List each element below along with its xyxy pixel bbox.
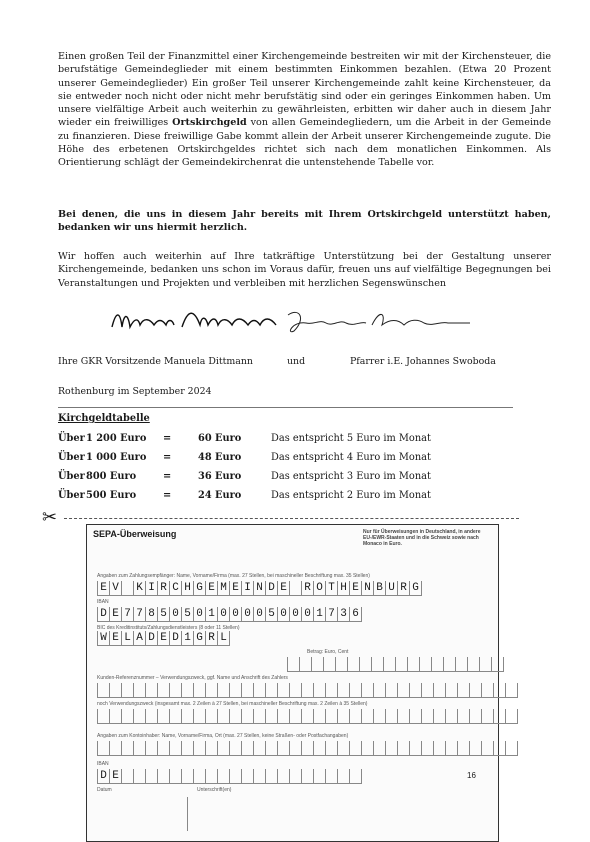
- char-box: [289, 709, 301, 724]
- char-box: N: [361, 581, 373, 596]
- char-box: E: [109, 607, 121, 622]
- char-box: [467, 657, 479, 672]
- char-box: [289, 683, 301, 698]
- char-box: M: [217, 581, 229, 596]
- signature-left-name: Ihre GKR Vorsitzende Manuela Dittmann: [58, 356, 253, 367]
- char-box: [337, 741, 349, 756]
- char-box: E: [157, 631, 169, 646]
- char-box: 7: [133, 607, 145, 622]
- char-box: R: [397, 581, 409, 596]
- char-box: [109, 741, 121, 756]
- char-box: [265, 741, 277, 756]
- char-box: 0: [217, 607, 229, 622]
- char-box: [455, 657, 467, 672]
- char-box: A: [133, 631, 145, 646]
- char-box: 0: [169, 607, 181, 622]
- intro-text-rest: von allen Gemeindegliedern, um die Arbeit in der Gemeinde zu finanzieren. Diese freiwillige Gabe kommt allein der Arbeit unserer Kirchengemeinde zugute. Die Höhe des erbetenen Ortskirchgeldes richtet sich nach dem monatlichen Einkommen. Als Orientierung schlägt der Gemeindekirchenrat die untenstehende Tabelle vor.: [58, 117, 552, 169]
- char-box: 5: [265, 607, 277, 622]
- char-box: [229, 683, 241, 698]
- char-box: N: [253, 581, 265, 596]
- char-box: 7: [325, 607, 337, 622]
- reference-field[interactable]: [97, 683, 518, 698]
- char-box: [253, 709, 265, 724]
- label-bic: BIC des Kreditinstituts/Zahlungsdienstleisters (8 oder 11 Stellen): [97, 625, 240, 631]
- char-box: [241, 683, 253, 698]
- char-box: [241, 769, 253, 784]
- signatures-image: [110, 305, 490, 337]
- cut-line: [64, 518, 519, 519]
- table-cell-note: Das entspricht 4 Euro im Monat: [271, 452, 431, 463]
- paragraph-intro: [58, 50, 551, 170]
- char-box: [121, 581, 133, 596]
- char-box: [265, 683, 277, 698]
- char-box: [397, 709, 409, 724]
- char-box: V: [109, 581, 121, 596]
- scissors-icon: ✂: [42, 507, 58, 528]
- char-box: [431, 657, 443, 672]
- char-box: [277, 741, 289, 756]
- table-cell-equals: =: [163, 490, 172, 501]
- label-amount: Betrag: Euro, Cent: [307, 649, 349, 655]
- char-box: [217, 683, 229, 698]
- table-cell-prefix: Über: [58, 433, 85, 444]
- char-box: R: [301, 581, 313, 596]
- char-box: [169, 769, 181, 784]
- char-box: [421, 741, 433, 756]
- char-box: 0: [229, 607, 241, 622]
- char-box: E: [109, 631, 121, 646]
- table-cell-prefix: Über: [58, 490, 85, 501]
- char-box: [301, 769, 313, 784]
- char-box: [349, 769, 362, 784]
- char-box: 1: [205, 607, 217, 622]
- char-box: [229, 741, 241, 756]
- char-box: R: [205, 631, 217, 646]
- amount-field[interactable]: [287, 657, 504, 672]
- char-box: E: [277, 581, 289, 596]
- char-box: I: [241, 581, 253, 596]
- char-box: [193, 709, 205, 724]
- char-box: [469, 683, 481, 698]
- char-box: [361, 709, 373, 724]
- char-box: [181, 683, 193, 698]
- char-box: [479, 657, 491, 672]
- char-box: U: [385, 581, 397, 596]
- char-box: 6: [349, 607, 362, 622]
- char-box: [241, 741, 253, 756]
- char-box: [383, 657, 395, 672]
- char-box: [493, 683, 505, 698]
- char-box: 5: [181, 607, 193, 622]
- char-box: D: [265, 581, 277, 596]
- char-box: [445, 709, 457, 724]
- char-box: [253, 683, 265, 698]
- char-box: [325, 683, 337, 698]
- char-box: 8: [145, 607, 157, 622]
- table-cell-amount: 48 Euro: [198, 452, 242, 463]
- char-box: [311, 657, 323, 672]
- char-box: L: [217, 631, 230, 646]
- place-date: Rothenburg im September 2024: [58, 386, 212, 397]
- char-box: [289, 769, 301, 784]
- char-box: [289, 581, 301, 596]
- char-box: [121, 683, 133, 698]
- char-box: [409, 709, 421, 724]
- bic-field[interactable]: [97, 631, 230, 646]
- label-recipient-name: Angaben zum Zahlungsempfänger: Name, Vorname/Firma (max. 27 Stellen, bei maschineller Beschriftung max. 35 Stellen): [97, 573, 370, 579]
- char-box: [481, 709, 493, 724]
- char-box: H: [337, 581, 349, 596]
- char-box: [217, 769, 229, 784]
- table-cell-amount: 36 Euro: [198, 471, 242, 482]
- char-box: D: [145, 631, 157, 646]
- char-box: B: [373, 581, 385, 596]
- char-box: [373, 741, 385, 756]
- char-box: 0: [289, 607, 301, 622]
- char-box: D: [169, 631, 181, 646]
- char-box: O: [313, 581, 325, 596]
- signature-field[interactable]: [195, 797, 485, 831]
- label-date: Datum: [97, 787, 112, 793]
- char-box: [433, 741, 445, 756]
- char-box: 1: [313, 607, 325, 622]
- char-box: [457, 741, 469, 756]
- signature-right-name: Pfarrer i.E. Johannes Swoboda: [350, 356, 496, 367]
- char-box: G: [193, 631, 205, 646]
- table-cell-income: 800 Euro: [86, 471, 137, 482]
- label-purpose: noch Verwendungszweck (insgesamt max. 2 Zeilen à 27 Stellen, bei maschineller Beschriftung max. 2 Zeilen à 35 Stellen): [97, 701, 368, 707]
- char-box: [169, 709, 181, 724]
- char-box: [361, 741, 373, 756]
- char-box: [325, 769, 337, 784]
- char-box: 0: [241, 607, 253, 622]
- char-box: [241, 709, 253, 724]
- char-box: [433, 683, 445, 698]
- table-cell-note: Das entspricht 2 Euro im Monat: [271, 490, 431, 501]
- char-box: [133, 741, 145, 756]
- char-box: 1: [181, 631, 193, 646]
- divider: [58, 407, 513, 408]
- char-box: [157, 769, 169, 784]
- char-box: [121, 741, 133, 756]
- recipient-name-field[interactable]: [97, 581, 422, 596]
- char-box: [277, 683, 289, 698]
- char-box: [133, 709, 145, 724]
- char-box: [181, 741, 193, 756]
- char-box: [253, 769, 265, 784]
- char-box: [97, 709, 109, 724]
- char-box: [349, 709, 361, 724]
- char-box: [289, 741, 301, 756]
- char-box: [337, 769, 349, 784]
- payer-iban-field[interactable]: [97, 769, 362, 784]
- table-cell-note: Das entspricht 3 Euro im Monat: [271, 471, 431, 482]
- char-box: [493, 741, 505, 756]
- intro-text: Einen großen Teil der Finanzmittel einer Kirchengemeinde bestreiten wir mit der Kirchensteuer, die berufstätige Gemeindeglieder mit einem bestimmten Einkommen bezahlen. (Etwa 20 Prozent unserer Gemeindeglieder) Ein großer Teil unserer Kirchengemeinde zahlt keine Kirchensteuer, da sie entweder noch nicht oder nicht mehr berufstätig sind oder ein geringes Einkommen haben. Um unsere vielfältige Arbeit auch weiterhin zu gewährleisten, erbitten wir daher auch in diesem Jahr wieder ein freiwilliges: [58, 51, 551, 129]
- char-box: [491, 657, 504, 672]
- char-box: [469, 709, 481, 724]
- char-box: [97, 741, 109, 756]
- char-box: [169, 683, 181, 698]
- char-box: [409, 683, 421, 698]
- table-title: Kirchgeldtabelle: [58, 413, 150, 424]
- char-box: [169, 741, 181, 756]
- label-signature: Unterschrift(en): [197, 787, 232, 793]
- sepa-note: Nur für Überweisungen in Deutschland, in andere EU-/EWR-Staaten und in die Schweiz sowie nach Monaco in Euro.: [363, 529, 481, 547]
- char-box: [133, 683, 145, 698]
- purpose-field[interactable]: [97, 709, 518, 724]
- signature-and: und: [287, 356, 306, 367]
- char-box: [397, 683, 409, 698]
- char-box: [217, 709, 229, 724]
- char-box: [265, 769, 277, 784]
- char-box: [419, 657, 431, 672]
- table-cell-prefix: Über: [58, 471, 85, 482]
- char-box: [265, 709, 277, 724]
- char-box: [373, 709, 385, 724]
- char-box: I: [145, 581, 157, 596]
- payer-iban-count: 16: [467, 771, 476, 780]
- date-field[interactable]: [97, 797, 188, 831]
- char-box: [385, 741, 397, 756]
- char-box: [349, 741, 361, 756]
- char-box: G: [193, 581, 205, 596]
- char-box: [407, 657, 419, 672]
- char-box: E: [205, 581, 217, 596]
- char-box: 0: [193, 607, 205, 622]
- char-box: G: [409, 581, 422, 596]
- char-box: [109, 683, 121, 698]
- char-box: [313, 769, 325, 784]
- char-box: [481, 683, 493, 698]
- table-cell-equals: =: [163, 433, 172, 444]
- char-box: [181, 769, 193, 784]
- char-box: [457, 683, 469, 698]
- char-box: [373, 683, 385, 698]
- table-cell-amount: 24 Euro: [198, 490, 242, 501]
- char-box: [385, 709, 397, 724]
- char-box: [433, 709, 445, 724]
- char-box: [481, 741, 493, 756]
- char-box: [301, 741, 313, 756]
- char-box: [313, 709, 325, 724]
- char-box: [287, 657, 299, 672]
- char-box: [277, 769, 289, 784]
- char-box: [371, 657, 383, 672]
- char-box: W: [97, 631, 109, 646]
- char-box: [325, 709, 337, 724]
- char-box: [145, 709, 157, 724]
- char-box: [205, 683, 217, 698]
- char-box: [337, 683, 349, 698]
- char-box: E: [349, 581, 361, 596]
- char-box: [493, 709, 505, 724]
- char-box: E: [97, 581, 109, 596]
- char-box: [145, 683, 157, 698]
- char-box: 0: [301, 607, 313, 622]
- label-iban: IBAN: [97, 599, 109, 605]
- label-account-holder: Angaben zum Kontoinhaber: Name, Vorname/Firma, Ort (max. 27 Stellen, keine Straßen- oder Postfachangaben): [97, 733, 349, 739]
- table-cell-prefix: Über: [58, 452, 85, 463]
- char-box: [181, 709, 193, 724]
- char-box: [397, 741, 409, 756]
- char-box: [299, 657, 311, 672]
- char-box: 3: [337, 607, 349, 622]
- char-box: [301, 683, 313, 698]
- table-cell-amount: 60 Euro: [198, 433, 242, 444]
- char-box: D: [97, 769, 109, 784]
- table-cell-note: Das entspricht 5 Euro im Monat: [271, 433, 431, 444]
- char-box: [121, 769, 133, 784]
- char-box: [421, 683, 433, 698]
- table-cell-equals: =: [163, 471, 172, 482]
- table-cell-equals: =: [163, 452, 172, 463]
- char-box: [301, 709, 313, 724]
- char-box: [359, 657, 371, 672]
- table-cell-income: 1 200 Euro: [86, 433, 147, 444]
- char-box: [145, 769, 157, 784]
- char-box: [469, 741, 481, 756]
- char-box: [193, 683, 205, 698]
- char-box: [335, 657, 347, 672]
- char-box: [229, 769, 241, 784]
- char-box: [445, 741, 457, 756]
- char-box: 0: [253, 607, 265, 622]
- char-box: 0: [277, 607, 289, 622]
- char-box: [421, 709, 433, 724]
- account-holder-field[interactable]: [97, 741, 518, 756]
- char-box: [325, 741, 337, 756]
- char-box: 5: [157, 607, 169, 622]
- char-box: [121, 709, 133, 724]
- char-box: C: [169, 581, 181, 596]
- char-box: [323, 657, 335, 672]
- char-box: [157, 741, 169, 756]
- char-box: [109, 709, 121, 724]
- ortskirchgeld-emphasis: Ortskirchgeld: [172, 117, 247, 129]
- char-box: K: [133, 581, 145, 596]
- char-box: [193, 741, 205, 756]
- iban-field[interactable]: [97, 607, 362, 622]
- char-box: [457, 709, 469, 724]
- sepa-transfer-form: [86, 524, 499, 842]
- char-box: [229, 709, 241, 724]
- paragraph-closing: Wir hoffen auch weiterhin auf Ihre tatkräftige Unterstützung bei der Gestaltung unserer Kirchengemeinde, bedanken uns schon im Voraus dafür, freuen uns auf vielfältige Begegnungen bei Veranstaltungen und Projekten und verbleiben mit herzlichen Segenswünschen: [58, 251, 551, 289]
- char-box: [157, 709, 169, 724]
- char-box: L: [121, 631, 133, 646]
- char-box: [361, 683, 373, 698]
- char-box: [395, 657, 407, 672]
- char-box: [385, 683, 397, 698]
- sepa-title: SEPA-Überweisung: [93, 529, 177, 539]
- char-box: [157, 683, 169, 698]
- label-iban-payer: IBAN: [97, 761, 109, 767]
- char-box: H: [181, 581, 193, 596]
- table-cell-income: 500 Euro: [86, 490, 137, 501]
- char-box: [193, 769, 205, 784]
- char-box: E: [229, 581, 241, 596]
- char-box: [205, 741, 217, 756]
- char-box: [313, 741, 325, 756]
- char-box: [347, 657, 359, 672]
- char-box: [205, 709, 217, 724]
- label-customer-reference: Kunden-Referenznummer – Verwendungszweck, ggf. Name und Anschrift des Zahlers: [97, 675, 288, 681]
- paragraph-thanks: Bei denen, die uns in diesem Jahr bereits mit Ihrem Ortskirchgeld unterstützt haben, bedanken wir uns hiermit herzlich.: [58, 209, 551, 234]
- char-box: [409, 741, 421, 756]
- char-box: [313, 683, 325, 698]
- table-cell-income: 1 000 Euro: [86, 452, 147, 463]
- char-box: 7: [121, 607, 133, 622]
- char-box: [205, 769, 217, 784]
- char-box: [505, 683, 518, 698]
- char-box: [277, 709, 289, 724]
- char-box: [445, 683, 457, 698]
- char-box: [253, 741, 265, 756]
- char-box: [145, 741, 157, 756]
- char-box: T: [325, 581, 337, 596]
- char-box: [217, 741, 229, 756]
- char-box: [443, 657, 455, 672]
- char-box: D: [97, 607, 109, 622]
- char-box: [349, 683, 361, 698]
- char-box: E: [109, 769, 121, 784]
- char-box: [505, 741, 518, 756]
- char-box: [505, 709, 518, 724]
- char-box: R: [157, 581, 169, 596]
- char-box: [97, 683, 109, 698]
- char-box: [337, 709, 349, 724]
- char-box: [133, 769, 145, 784]
